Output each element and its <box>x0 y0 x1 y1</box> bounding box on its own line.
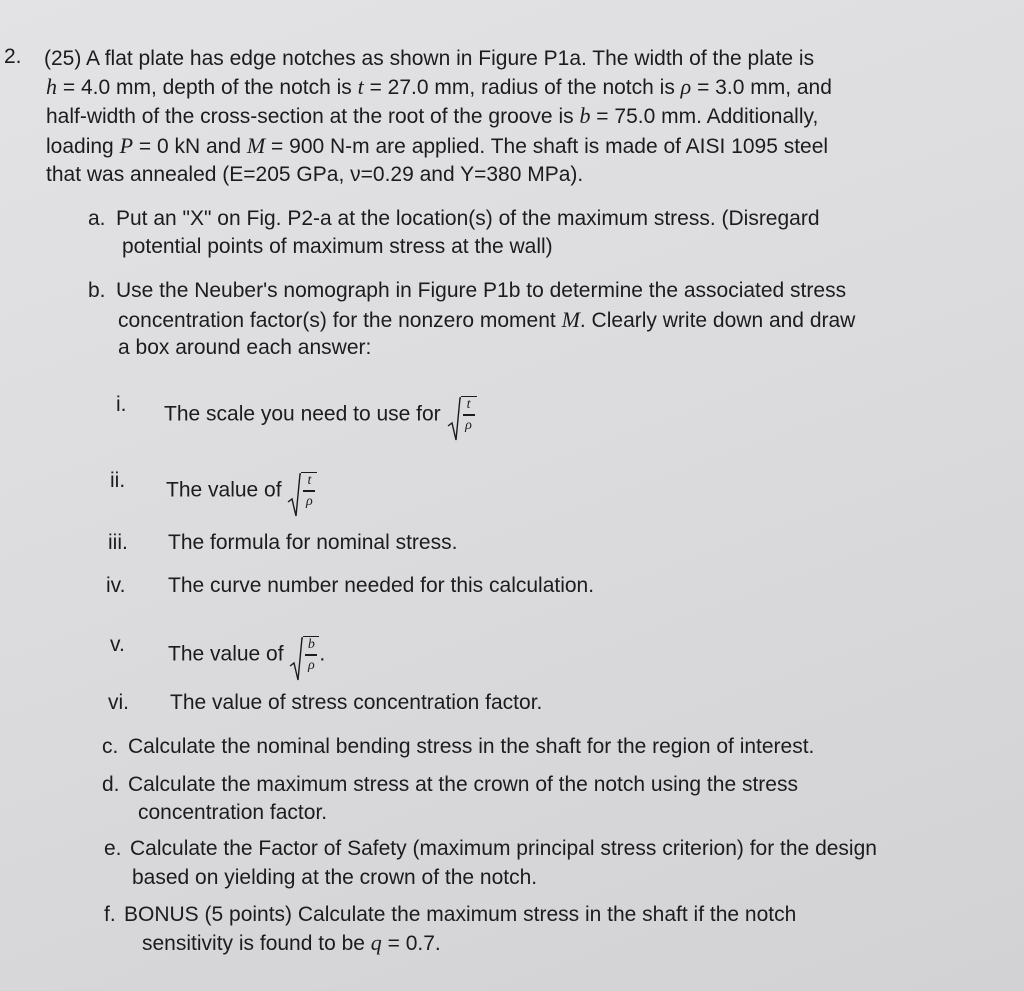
radical-sign <box>289 636 303 682</box>
sqrt-t-over-rho: $\frac{t}{\rho}$ <box>287 472 317 518</box>
part-e-label: e. <box>104 837 122 860</box>
problem-text-1: (25) A flat plate has edge notches as shown in Figure P1a. The width of the plate is <box>44 47 815 70</box>
symbol-M: M <box>246 133 266 158</box>
symbol-q: q <box>370 930 382 955</box>
problem-line-2: h = 4.0 mm, depth of the notch is t = 27.0 mm, radius of the notch is ρ = 3.0 mm, and <box>46 74 832 99</box>
symbol-rho: ρ <box>680 74 692 99</box>
subitem-v: The value of $\frac{b}{\rho}$ . <box>168 632 325 678</box>
part-f-line-2: sensitivity is found to be q = 0.7. <box>142 930 441 955</box>
subitem-vi: The value of stress concentration factor. <box>170 691 543 714</box>
part-c-label: c. <box>102 735 119 758</box>
part-c-text: Calculate the nominal bending stress in the shaft for the region of interest. <box>128 735 815 758</box>
part-f-line-1: BONUS (5 points) Calculate the maximum stress in the shaft if the notch <box>124 903 797 926</box>
symbol-b: b <box>579 103 591 128</box>
subitem-ii: The value of $\frac{t}{\rho}$ <box>166 468 317 514</box>
part-e-line-1: Calculate the Factor of Safety (maximum principal stress criterion) for the design <box>130 837 877 860</box>
subitem-v-numeral: v. <box>110 633 125 656</box>
subitem-ii-numeral: ii. <box>110 469 126 492</box>
radical-sign <box>287 472 301 518</box>
subitem-iii-numeral: iii. <box>108 531 128 554</box>
sqrt-b-over-rho: $\frac{b}{\rho}$ <box>289 636 319 682</box>
part-f-label: f. <box>104 903 116 926</box>
part-b-line-2: concentration factor(s) for the nonzero moment M. Clearly write down and draw <box>118 307 856 332</box>
symbol-t: t <box>357 74 364 99</box>
part-b-label: b. <box>88 279 106 302</box>
part-a-line-1: Put an "X" on Fig. P2-a at the location(s) of the maximum stress. (Disregard <box>116 207 820 230</box>
problem-line-3: half-width of the cross-section at the root of the groove is b = 75.0 mm. Additionally, <box>46 103 819 128</box>
subitem-i: The scale you need to use for $\frac{t}{\rho}$ <box>164 392 477 438</box>
problem-line-1 <box>44 46 989 72</box>
subitem-iv: The curve number needed for this calculation. <box>168 574 595 597</box>
subitem-iii: The formula for nominal stress. <box>168 531 458 554</box>
part-b-line-3: a box around each answer: <box>118 336 372 359</box>
subitem-i-numeral: i. <box>116 393 127 416</box>
part-b-line-1: Use the Neuber's nomograph in Figure P1b to determine the associated stress <box>116 279 847 302</box>
symbol-h: h <box>46 74 57 99</box>
problem-line-4: loading P = 0 kN and M = 900 N-m are applied. The shaft is made of AISI 1095 steel <box>46 133 829 158</box>
sqrt-t-over-rho: $\frac{t}{\rho}$ <box>447 396 477 442</box>
part-d-label: d. <box>102 773 120 796</box>
part-a-line-2: potential points of maximum stress at the wall) <box>122 235 553 258</box>
part-a-label: a. <box>88 207 106 230</box>
subitem-vi-numeral: vi. <box>108 691 129 714</box>
part-e-line-2: based on yielding at the crown of the notch. <box>132 866 538 889</box>
problem-number: 2. <box>4 45 22 68</box>
part-d-line-1: Calculate the maximum stress at the crown of the notch using the stress <box>128 773 798 796</box>
symbol-M: M <box>561 307 580 332</box>
symbol-P: P <box>119 133 134 158</box>
problem-line-5: that was annealed (E=205 GPa, ν=0.29 and Y=380 MPa). <box>46 163 584 186</box>
subitem-iv-numeral: iv. <box>106 574 126 597</box>
part-d-line-2: concentration factor. <box>138 801 328 824</box>
radical-sign <box>447 396 461 442</box>
